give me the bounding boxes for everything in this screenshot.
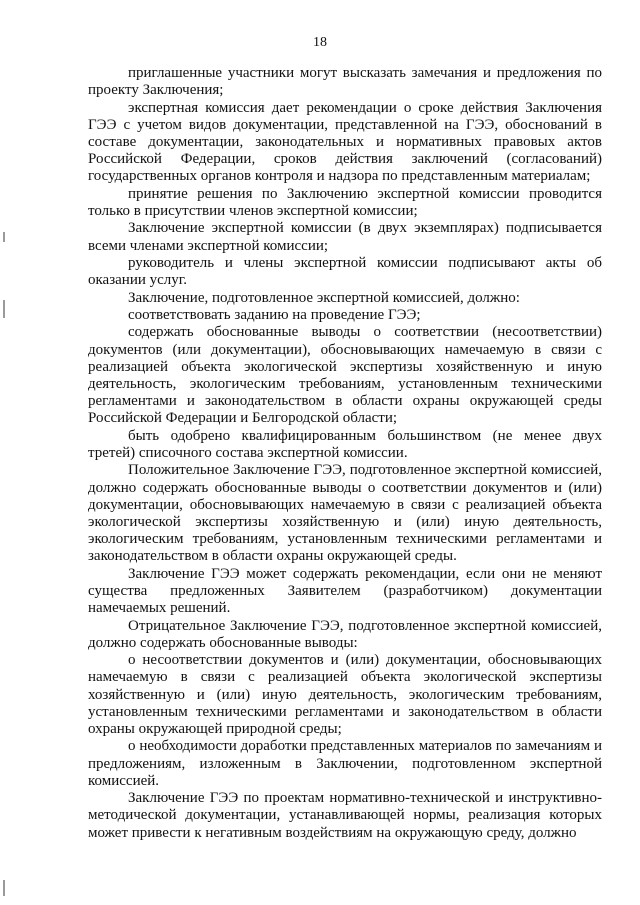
paragraph: быть одобрено квалифицированным большинством (не менее двух третей) списочного состава экспертной комиссии. xyxy=(88,427,602,461)
paragraph: руководитель и члены экспертной комиссии подписывают акты об оказании услуг. xyxy=(88,254,602,289)
paragraph: принятие решения по Заключению экспертной комиссии проводится только в присутствии членов экспертной комиссии; xyxy=(88,185,602,219)
paragraph: о несоответствии документов и (или) документации, обосновывающих намечаемую в связи с реализацией объекта экологической экспертизы хозяйственную и (или) иную деятельность, экологическим требованиям, установленным техническими регламентами и законодательством в области охраны окружающей природной среды; xyxy=(88,652,602,737)
paragraph: соответствовать заданию на проведение ГЭЭ; xyxy=(128,306,421,323)
scan-artifact xyxy=(3,232,5,242)
paragraph: Заключение экспертной комиссии (в двух экземплярах) подписывается всеми членами экспертной комиссии; xyxy=(88,220,602,254)
document-body xyxy=(88,65,602,842)
paragraph: Заключение, подготовленное экспертной комиссией, должно: xyxy=(128,289,520,306)
page-number: 18 xyxy=(313,35,327,50)
paragraph: Заключение ГЭЭ по проектам нормативно-технической и инструктивно-методической документации, устанавливающей нормы, реализация которых может привести к негативным воздействиям на окружающую среду, должно xyxy=(88,790,602,841)
paragraph: содержать обоснованные выводы о соответствии (несоответствии) документов (или документации), обосновывающих намечаемую в связи с реализацией объекта экологической экспертизы хозяйственную и иную деятельность, экологическим требованиям, установленным техническими регламентами и законодательством в области охраны окружающей среды Российской Федерации и Белгородской области; xyxy=(88,324,602,427)
paragraph: Положительное Заключение ГЭЭ, подготовленное экспертной комиссией, должно содержать обоснованные выводы о соответствии документов и (или) документации, обосновывающих намечаемую в связи с реализацией объекта экологической экспертизы хозяйственную и (или) иную деятельность, экологическим требованиям, установленным техническими регламентами и законодательством в области охраны окружающей среды. xyxy=(88,462,602,565)
paragraph: экспертная комиссия дает рекомендации о сроке действия Заключения ГЭЭ с учетом видов документации, представленной на ГЭЭ, обоснований в составе документации, законодательных и нормативных правовых актов Российской Федерации, сроков действия заключений (согласований) государственных органов контроля и надзора по представленным материалам; xyxy=(88,99,602,185)
paragraph: Заключение ГЭЭ может содержать рекомендации, если они не меняют существа предложенных Заявителем (разработчиком) документации намечаемых решений. xyxy=(88,565,602,617)
paragraph: о необходимости доработки представленных материалов по замечаниям и предложениям, изложенным в Заключении, подготовленном экспертной комиссией. xyxy=(88,738,602,789)
scan-artifact xyxy=(3,880,5,896)
paragraph: приглашенные участники могут высказать замечания и предложения по проекту Заключения; xyxy=(88,65,602,99)
paragraph: Отрицательное Заключение ГЭЭ, подготовленное экспертной комиссией, должно содержать обоснованные выводы: xyxy=(88,617,602,651)
scan-artifact xyxy=(3,300,5,318)
